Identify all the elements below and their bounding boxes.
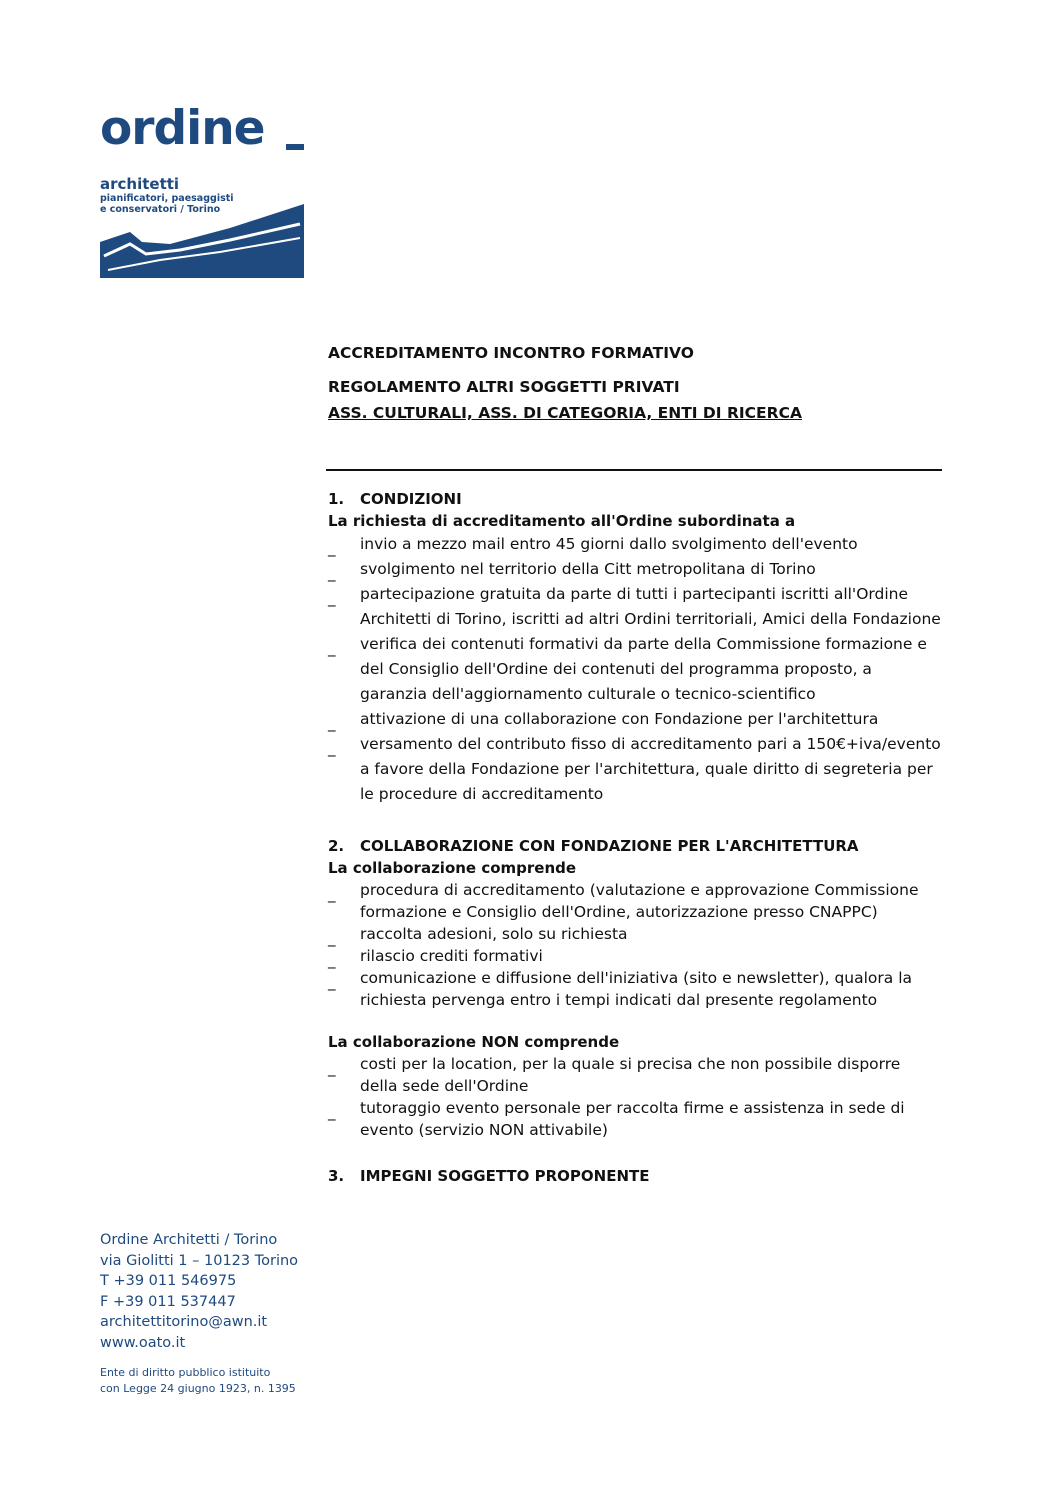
list-item (328, 879, 942, 923)
section-lead: La collaborazione comprende (328, 859, 577, 877)
bullet-marker: _ (328, 1059, 336, 1077)
logo-dash (286, 144, 304, 150)
footer-org-name: Ordine Architetti / Torino (100, 1232, 278, 1248)
list-item (328, 557, 942, 582)
bullet-marker: _ (328, 929, 336, 947)
logo (100, 101, 306, 280)
list-item-text: procedura di accreditamento (valutazione e approvazione Commissione formazione e Consiglio dell'Ordine, autorizzazione presso CNAPPC) (360, 881, 919, 921)
document-body (328, 340, 942, 1187)
list-item-text: svolgimento nel territorio della Citt metropolitana di Torino (360, 560, 816, 578)
footer-note-2: con Legge 24 giugno 1923, n. 1395 (100, 1382, 296, 1395)
section-number: 3. (328, 1167, 345, 1185)
list-item (328, 532, 942, 557)
document-subtitle: REGOLAMENTO ALTRI SOGGETTI PRIVATI (328, 378, 680, 396)
list-item (328, 632, 942, 707)
footer-fax: F +39 011 537447 (100, 1293, 236, 1310)
logo-subtitle: architetti (100, 175, 180, 193)
logo-mark-icon (100, 204, 306, 280)
list-item-text: attivazione di una collaborazione con Fondazione per l'architettura (360, 710, 879, 728)
list-item-text: versamento del contributo fisso di accreditamento pari a 150€+iva/evento a favore della Fondazione per l'architettura, quale diritto di segreteria per le procedure di accreditamento (360, 735, 941, 803)
section-title: COLLABORAZIONE CON FONDAZIONE PER L'ARCHITETTURA (360, 837, 859, 855)
list-item (328, 945, 942, 967)
section-title: CONDIZIONI (360, 490, 462, 508)
document-subtitle-2: ASS. CULTURALI, ASS. DI CATEGORIA, ENTI DI RICERCA (328, 404, 802, 422)
logo-subtitle-2: pianificatori, paesaggisti e conservatori / Torino (100, 193, 234, 215)
list-item (328, 967, 942, 1011)
logo-word: ordine (100, 101, 265, 156)
list-item-text: costi per la location, per la quale si precisa che non possibile disporre della sede dell'Ordine (360, 1055, 901, 1095)
list-item-text: raccolta adesioni, solo su richiesta (360, 925, 628, 943)
section-number: 1. (328, 490, 345, 508)
horizontal-rule (326, 469, 942, 471)
footer-phone: T +39 011 546975 (100, 1273, 237, 1289)
conditions-list (328, 532, 942, 807)
list-item-text: tutoraggio evento personale per raccolta firme e assistenza in sede di evento (servizio NON attivabile) (360, 1099, 905, 1139)
document-title: ACCREDITAMENTO INCONTRO FORMATIVO (328, 344, 694, 362)
bullet-marker: _ (328, 539, 336, 557)
list-item-text: comunicazione e diffusione dell'iniziativa (sito e newsletter), qualora la richiesta pervenga entro i tempi indicati dal presente regolamento (360, 969, 913, 1009)
section-heading (328, 488, 942, 510)
bullet-marker: _ (328, 885, 336, 903)
bullet-marker: _ (328, 739, 336, 757)
section-heading (328, 835, 942, 857)
section-number: 2. (328, 837, 345, 855)
section-title: IMPEGNI SOGGETTO PROPONENTE (360, 1167, 650, 1185)
list-item (328, 732, 942, 807)
list-item-text: invio a mezzo mail entro 45 giorni dallo svolgimento dell'evento (360, 535, 858, 553)
bullet-marker: _ (328, 639, 336, 657)
excludes-list (328, 1053, 942, 1141)
list-item-text: rilascio crediti formativi (360, 947, 543, 965)
bullet-marker: _ (328, 973, 336, 991)
list-item (328, 707, 942, 732)
footer-website-link[interactable]: www.oato.it (100, 1334, 186, 1351)
list-item-text: partecipazione gratuita da parte di tutti i partecipanti iscritti all'Ordine Architetti di Torino, iscritti ad altri Ordini territoriali, Amici della Fondazione (360, 585, 941, 628)
section-lead-2: La collaborazione NON comprende (328, 1033, 620, 1051)
footer-address: via Giolitti 1 – 10123 Torino (100, 1252, 299, 1269)
footer-contacts (100, 1230, 298, 1397)
list-item (328, 923, 942, 945)
includes-list (328, 879, 942, 1011)
footer-note-1: Ente di diritto pubblico istituito (100, 1366, 271, 1379)
bullet-marker: _ (328, 589, 336, 607)
footer-email-link[interactable]: architettitorino@awn.it (100, 1314, 268, 1330)
list-item-text: verifica dei contenuti formativi da parte della Commissione formazione e del Consiglio dell'Ordine dei contenuti del programma proposto, a garanzia dell'aggiornamento culturale o tecnico-scientifico (360, 635, 927, 703)
bullet-marker: _ (328, 714, 336, 732)
bullet-marker: _ (328, 1103, 336, 1121)
section-lead: La richiesta di accreditamento all'Ordine subordinata a (328, 512, 796, 530)
bullet-marker: _ (328, 951, 336, 969)
list-item (328, 1097, 942, 1141)
bullet-marker: _ (328, 564, 336, 582)
list-item (328, 1053, 942, 1097)
section-conditions (328, 488, 942, 807)
section-heading (328, 1165, 942, 1187)
section-commitments (328, 1165, 942, 1187)
section-collaboration (328, 835, 942, 1141)
list-item (328, 582, 942, 632)
